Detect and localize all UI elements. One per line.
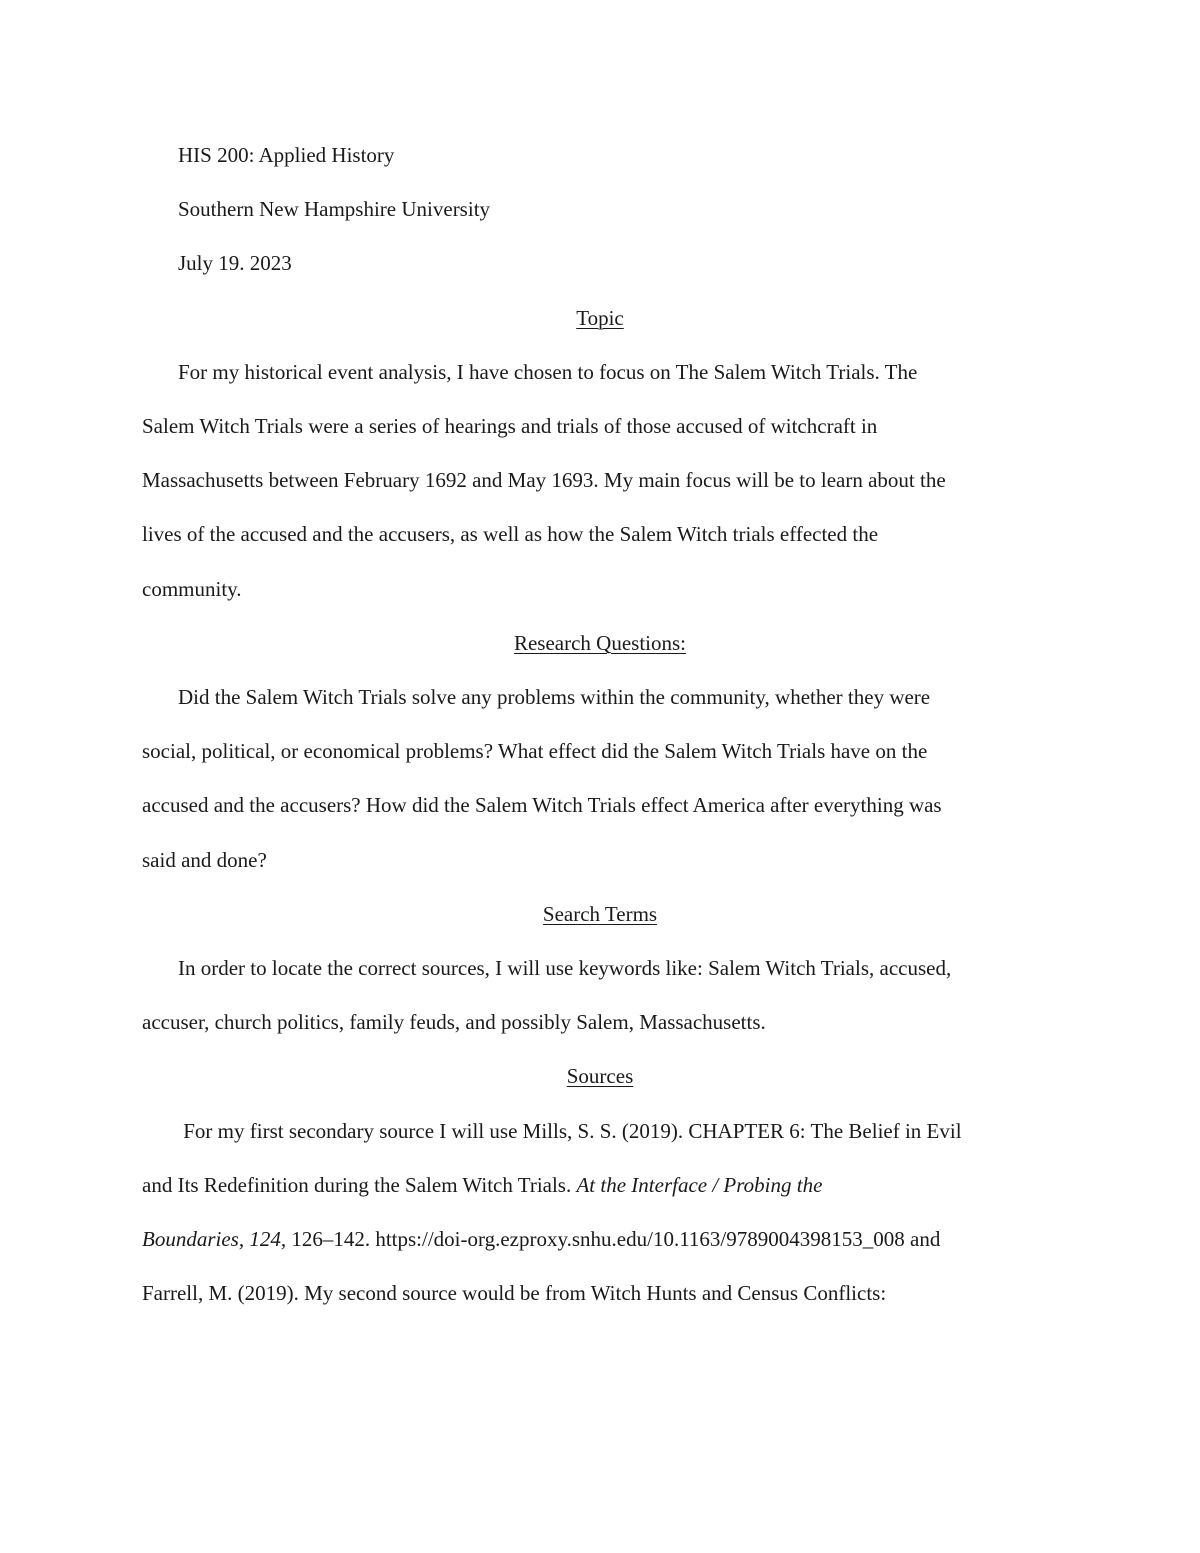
citation-journal-title: Boundaries, 124, xyxy=(142,1227,287,1252)
paragraph-line: social, political, or economical problems? What effect did the Salem Witch Trials have on the xyxy=(142,739,928,764)
topic-heading: Topic xyxy=(576,305,624,330)
date-line: July 19. 2023 xyxy=(178,251,292,276)
paragraph-line: In order to locate the correct sources, I will use keywords like: Salem Witch Trials, accused, xyxy=(178,956,952,981)
citation-text: and Its Redefinition during the Salem Witch Trials. xyxy=(142,1172,577,1197)
paragraph-line: For my first secondary source I will use Mills, S. S. (2019). CHAPTER 6: The Belief in Evil xyxy=(178,1118,962,1143)
citation-text: 126–142. https://doi-org.ezproxy.snhu.edu/10.1163/9789004398153_008 and xyxy=(286,1227,941,1252)
paragraph-line xyxy=(142,1158,1058,1212)
citation-journal-title: At the Interface / Probing the xyxy=(576,1172,823,1197)
paragraph-line: community. xyxy=(142,576,242,601)
search-terms-paragraph xyxy=(142,941,1058,1049)
paragraph-line: accuser, church politics, family feuds, and possibly Salem, Massachusetts. xyxy=(142,1010,766,1035)
paragraph-line: accused and the accusers? How did the Salem Witch Trials effect America after everything was xyxy=(142,793,942,818)
sources-heading: Sources xyxy=(566,1064,634,1089)
document-page xyxy=(142,128,1058,1320)
sources-paragraph xyxy=(142,1104,1058,1321)
paragraph-line: said and done? xyxy=(142,847,267,872)
topic-paragraph xyxy=(142,345,1058,616)
search-terms-heading: Search Terms xyxy=(542,901,658,926)
research-questions-paragraph xyxy=(142,670,1058,887)
paragraph-line: For my historical event analysis, I have chosen to focus on The Salem Witch Trials. The xyxy=(178,359,918,384)
paragraph-line: lives of the accused and the accusers, as well as how the Salem Witch trials effected the xyxy=(142,522,879,547)
school-line: Southern New Hampshire University xyxy=(178,197,491,222)
research-questions-heading: Research Questions: xyxy=(513,630,687,655)
paragraph-line: Did the Salem Witch Trials solve any problems within the community, whether they were xyxy=(178,685,931,710)
course-line: HIS 200: Applied History xyxy=(178,143,395,167)
paragraph-line: Salem Witch Trials were a series of hearings and trials of those accused of witchcraft in xyxy=(142,414,878,439)
paragraph-line: Farrell, M. (2019). My second source would be from Witch Hunts and Census Conflicts: xyxy=(142,1281,887,1306)
paragraph-line xyxy=(142,1212,1058,1266)
paragraph-line: Massachusetts between February 1692 and May 1693. My main focus will be to learn about the xyxy=(142,468,946,493)
